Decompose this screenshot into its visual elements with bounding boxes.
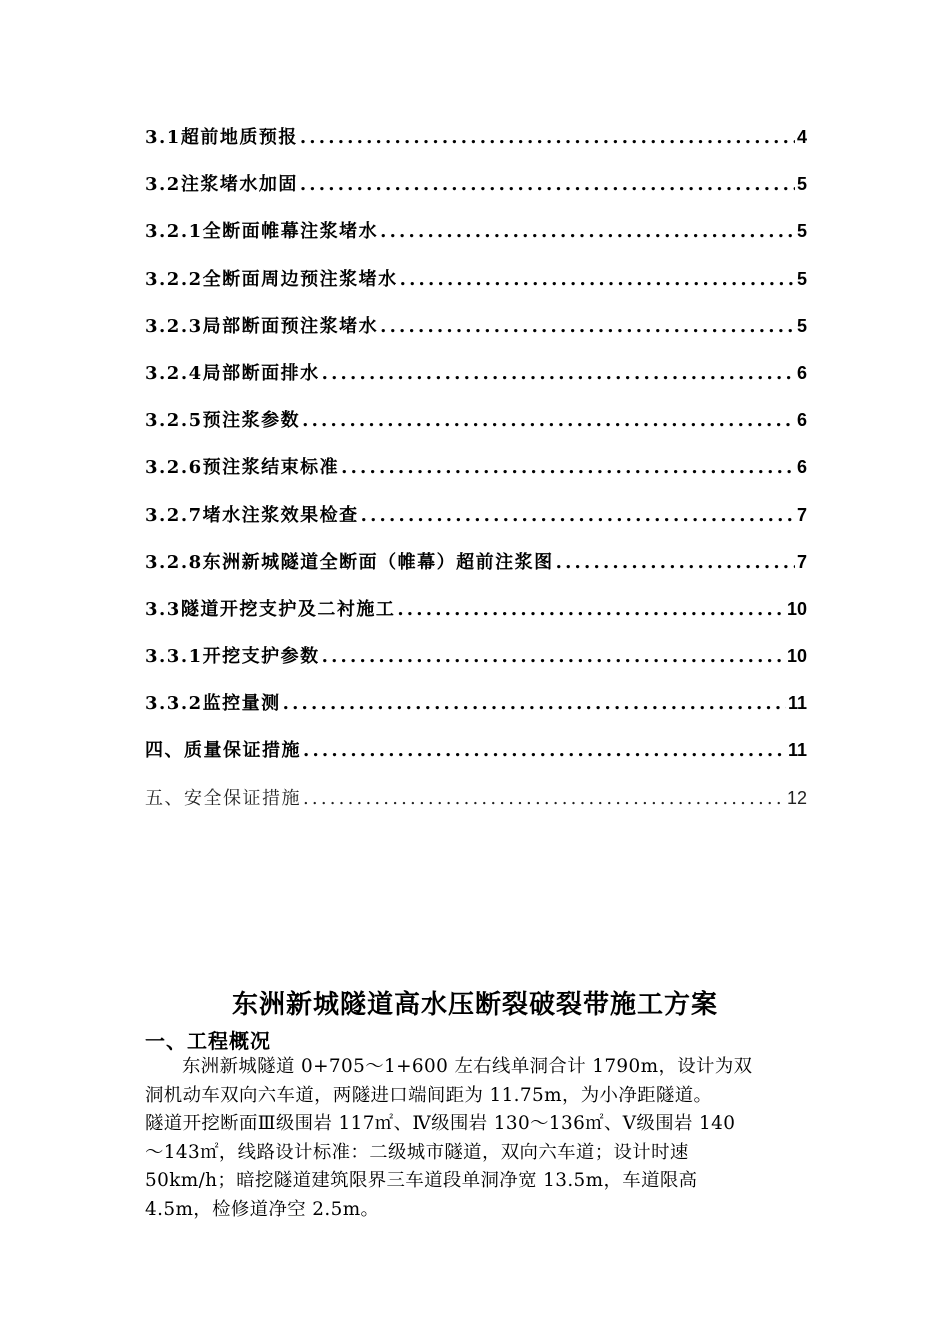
toc-entry[interactable]: [145, 547, 807, 594]
toc-entry-page: 11: [787, 693, 807, 714]
toc-entry[interactable]: [145, 735, 807, 782]
toc-leader-dots: [380, 312, 795, 342]
toc-leader-dots: [400, 265, 795, 295]
toc-entry-title: 3.2.5预注浆参数: [145, 410, 301, 432]
toc-entry-page: 10: [786, 598, 807, 619]
toc-entry-title: 3.1超前地质预报: [145, 127, 298, 148]
toc-entry[interactable]: [145, 452, 807, 499]
toc-leader-dots: [322, 642, 785, 672]
section-heading: 一、工程概况: [145, 1029, 271, 1053]
paragraph-line: 4.5m，检修道净空 2.5m。: [145, 1198, 380, 1220]
toc-entry-page: 12: [786, 787, 807, 808]
toc-leader-dots: [322, 359, 795, 389]
overview-paragraph: [145, 1053, 809, 1225]
paragraph-line: ～143㎡，线路设计标准：二级城市隧道，双向六车道；设计时速: [145, 1141, 689, 1163]
toc-entry-page: 10: [786, 646, 807, 667]
toc-entry-title: 3.3隧道开挖支护及二衬施工: [145, 598, 396, 620]
toc-entry-page: 5: [796, 268, 807, 289]
toc-entry-page: 6: [796, 457, 807, 478]
paragraph-line: 50km/h；暗挖隧道建筑限界三车道段单洞净宽 13.5m，车道限高: [145, 1170, 698, 1192]
toc-entry-title: 3.2注浆堵水加固: [145, 174, 298, 196]
toc-entry-title: 3.2.6预注浆结束标准: [145, 457, 340, 479]
toc-leader-dots: [283, 689, 786, 719]
toc-entry-title: 3.2.7堵水注浆效果检查: [145, 504, 359, 526]
toc-entry-title: 3.2.8东洲新城隧道全断面（帷幕）超前注浆图: [145, 551, 554, 573]
toc-leader-dots: [300, 170, 795, 200]
paragraph-line: 洞机动车双向六车道，两隧进口端间距为 11.75m，为小净距隧道。: [145, 1084, 713, 1106]
toc-entry-page: 5: [796, 315, 807, 336]
toc-entry[interactable]: [145, 594, 807, 641]
toc-entry-page: 7: [796, 551, 807, 572]
toc-leader-dots: [302, 406, 795, 436]
toc-entry-title: 3.2.1全断面帷幕注浆堵水: [145, 221, 379, 243]
toc-leader-dots: [300, 123, 795, 153]
toc-entry[interactable]: [145, 688, 807, 735]
toc-entry-page: 11: [787, 740, 807, 761]
toc-leader-dots: [361, 501, 795, 531]
toc-entry[interactable]: [145, 500, 807, 547]
toc-entry-title: 四、质量保证措施: [145, 740, 301, 762]
toc-entry[interactable]: [145, 641, 807, 688]
toc-leader-dots: [397, 595, 785, 625]
toc-entry-page: 5: [796, 174, 807, 195]
paragraph-line: 东洲新城隧道 0+705～1+600 左右线单洞合计 1790m，设计为双: [182, 1056, 753, 1077]
toc-leader-dots: [303, 736, 786, 766]
toc-entry-title: 3.2.4局部断面排水: [145, 362, 320, 384]
toc-entry[interactable]: [145, 169, 807, 216]
toc-entry[interactable]: [145, 311, 807, 358]
table-of-contents: [145, 122, 807, 830]
toc-entry-title: 五、安全保证措施: [145, 787, 301, 809]
toc-entry-page: 7: [796, 504, 807, 525]
toc-entry[interactable]: [145, 358, 807, 405]
toc-entry-page: 5: [796, 221, 807, 242]
toc-leader-dots: [556, 548, 795, 578]
toc-entry-title: 3.3.2监控量测: [145, 693, 281, 715]
toc-entry[interactable]: [145, 783, 807, 830]
toc-leader-dots: [341, 453, 795, 483]
toc-entry-title: 3.3.1开挖支护参数: [145, 646, 320, 668]
document-title: 东洲新城隧道高水压断裂破裂带施工方案: [231, 990, 718, 1020]
toc-entry-page: 6: [796, 362, 807, 383]
toc-entry[interactable]: [145, 122, 807, 169]
toc-entry-title: 3.2.3局部断面预注浆堵水: [145, 315, 379, 337]
toc-entry[interactable]: [145, 216, 807, 263]
toc-leader-dots: [303, 784, 785, 814]
toc-entry-page: 6: [796, 410, 807, 431]
toc-leader-dots: [380, 217, 795, 247]
paragraph-line: 隧道开挖断面Ⅲ级围岩 117㎡、Ⅳ级围岩 130～136㎡、Ⅴ级围岩 140: [145, 1113, 736, 1135]
toc-entry-page: 4: [796, 127, 807, 147]
toc-entry-title: 3.2.2全断面周边预注浆堵水: [145, 268, 398, 290]
toc-entry[interactable]: [145, 264, 807, 311]
toc-entry[interactable]: [145, 405, 807, 452]
